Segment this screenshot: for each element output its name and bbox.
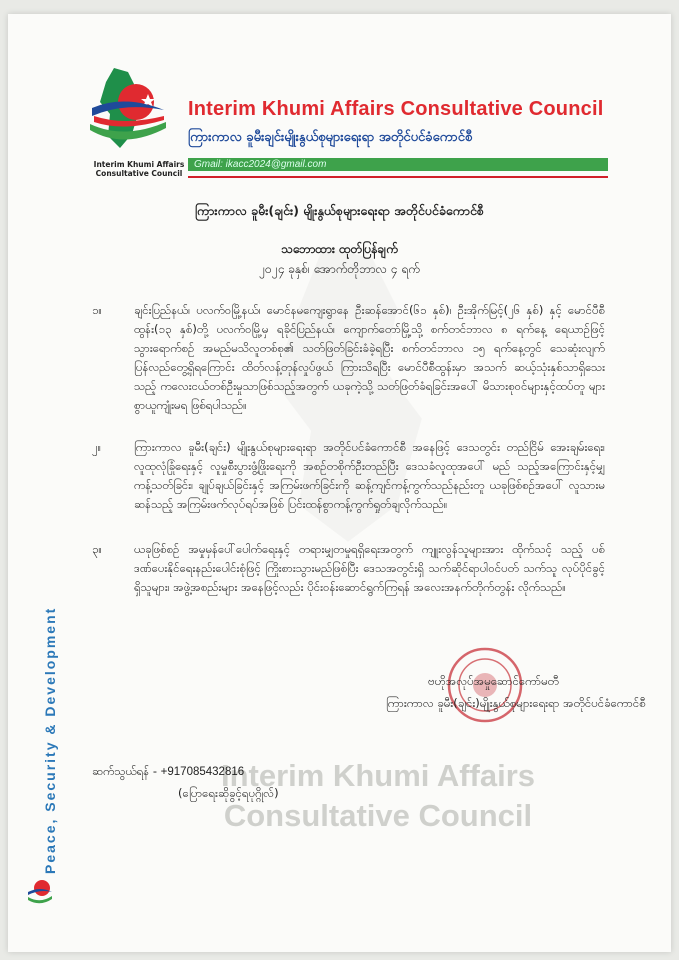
contact-note: (ပြောရေးဆိုခွင့်ရပုဂ္ဂိုလ်) <box>178 786 279 800</box>
side-slogan: Peace, Security & Development <box>42 606 58 874</box>
org-name-burmese: ကြားကာလ ခူမီးချင်းမျိုးနွယ်စုများရေးရာ အတိုင်ပင်ခံကောင်စီ <box>188 130 473 145</box>
statement-date: ၂၀၂၄ ခုနှစ်၊ အောက်တိုဘာလ ၄ ရက် <box>259 262 420 276</box>
paragraph-text: ကြားကာလ ခူမီး(ချင်း) မျိုးနွယ်စုများရေးရာ အတိုင်ပင်ခံကောင်စီ အနေဖြင့် ဒေသတွင်း တည်ငြိမ် အေးချမ်းရေး၊ လူထုလုံခြုံရေးနှင့် လူမှုစီးပွားဖွံ့ဖြိုးရေးကို အစဉ်တစိုက်ဦးတည်ပြီး ဒေသခံလူထုအပေါ် မည် သည့်အကြောင်းနှင့်မျှ ကန့်သတ်ခြင်း၊ ချုပ်ချယ်ခြင်းနှင့် အကြမ်းဖက်ခြင်းကို ဆန့်ကျင်ကန့်ကွက်သည်နည်းတူ ယခုဖြစ်စဉ်အပေါ် လူသားမဆန်သည့် အကြမ်းဖက်လုပ်ရပ်အဖြစ် ပြင်းထန်စွာကန့်ကွက်ရှုတ်ချလိုက်သည်။ <box>134 440 605 511</box>
paragraph-text: ယခုဖြစ်စဉ် အမှုမှန်ပေါ်ပေါက်ရေးနှင့် တရားမျှတမှုရရှိရေးအတွက် ကျူးလွန်သူများအား ထိုက်သင့် သည့် ပစ်ဒဏ်ပေးနိုင်ရေးနည်းပေါင်းစုံဖြင့် ကြိုးစားသွားမည်ဖြစ်ပြီး ဒေသအတွင်းရှိ သက်ဆိုင်ရာပါဝင်ပတ် သက်သူ လုပ်ပိုင်ခွင့်ရှိသူများ၊ အဖွဲ့အစည်းများ အနေဖြင့်လည်း ပိုင်းဝန်းဆောင်ရွက်ကြရန် အလေးအနက်တိုက်တွန်း လိုက်သည်။ <box>134 542 605 594</box>
paragraph-text: ချင်းပြည်နယ်၊ ပလက်ဝမြို့နယ်၊ မောင်နမကျေးရွာနေ ဦးဆန်အောင်(၆၁ နှစ်)၊ ဦးအိုက်မြင့်(၂၆ နှစ်) နှင့် မောင်ပီစီထွန်း(၁၃ နှစ်)တို့ ပလက်ဝမြို့မှ ရခိုင်ပြည်နယ်၊ ကျောက်တော်မြို့သို့ စက်တင်ဘာလ ၈ ရက်နေ့ ရေယာဉ်ဖြင့် သွားရောက်စဉ် အမည်မသိလူတစ်စု၏ သတ်ဖြတ်ခြင်းခံခဲ့ရပြီး စက်တင်ဘာလ ၁၅ ရက်နေ့တွင် သေဆုံးလျက်ပြန်လည်တွေ့ရှိရကြောင်း ထိတ်လန့်တုန်လှုပ်ဖွယ် ကြားသိရပြီး မောင်ပီစီထွန်းမှာ အသက် ဆယ့်သုံးနှစ်သာရှိသေးသည့် ကလေးငယ်တစ်ဦးမှုသာဖြစ်သည့်အတွက် ယခုကဲ့သို့ သတ်ဖြတ်ခံရခြင်းအပေါ် မိသားစုဝင်များနှင့်ထပ်တူ များစွာယူကျုံးမရ ဖြစ်ရပါသည်။ <box>134 303 605 412</box>
logo-caption: Interim Khumi Affairs Consultative Council <box>93 160 185 178</box>
gmail-bar: Gmail: ikacc2024@gmail.com <box>188 158 608 171</box>
council-logo-icon <box>84 64 170 160</box>
paragraph-3 <box>92 540 605 597</box>
signature-council: ကြားကာလ ခူမီး(ချင်း)မျိုးနွယ်စုများရေးရာ အတိုင်ပင်ခံကောင်စီ <box>386 696 646 710</box>
signature-committee: ဗဟိုအလုပ်အမှုဆောင်ကော်မတီ <box>428 674 559 688</box>
org-name-english: Interim Khumi Affairs Consultative Council <box>188 98 604 120</box>
paragraph-1 <box>92 301 605 415</box>
watermark-line2: Consultative Council <box>223 798 533 833</box>
watermark-line1: Interim Khumi Affairs <box>220 758 536 793</box>
contact-line <box>92 764 244 781</box>
statement-subtitle: သဘောထား ထုတ်ပြန်ချက် <box>281 242 398 256</box>
paragraph-2 <box>92 438 605 514</box>
small-logo-icon <box>26 876 54 906</box>
letter-page <box>8 14 671 952</box>
header-divider <box>188 176 608 178</box>
paragraph-number: ၂။ <box>92 440 102 454</box>
contact-phone: +917085432816 <box>160 766 245 778</box>
contact-label: ဆက်သွယ်ရန် - <box>92 764 161 778</box>
paragraph-number: ၃။ <box>92 542 102 556</box>
paragraph-number: ၁။ <box>92 303 102 317</box>
letter-title: ကြားကာလ ခူမီး(ချင်း) မျိုးနွယ်စုများရေးရာ အတိုင်ပင်ခံကောင်စီ <box>194 203 485 218</box>
